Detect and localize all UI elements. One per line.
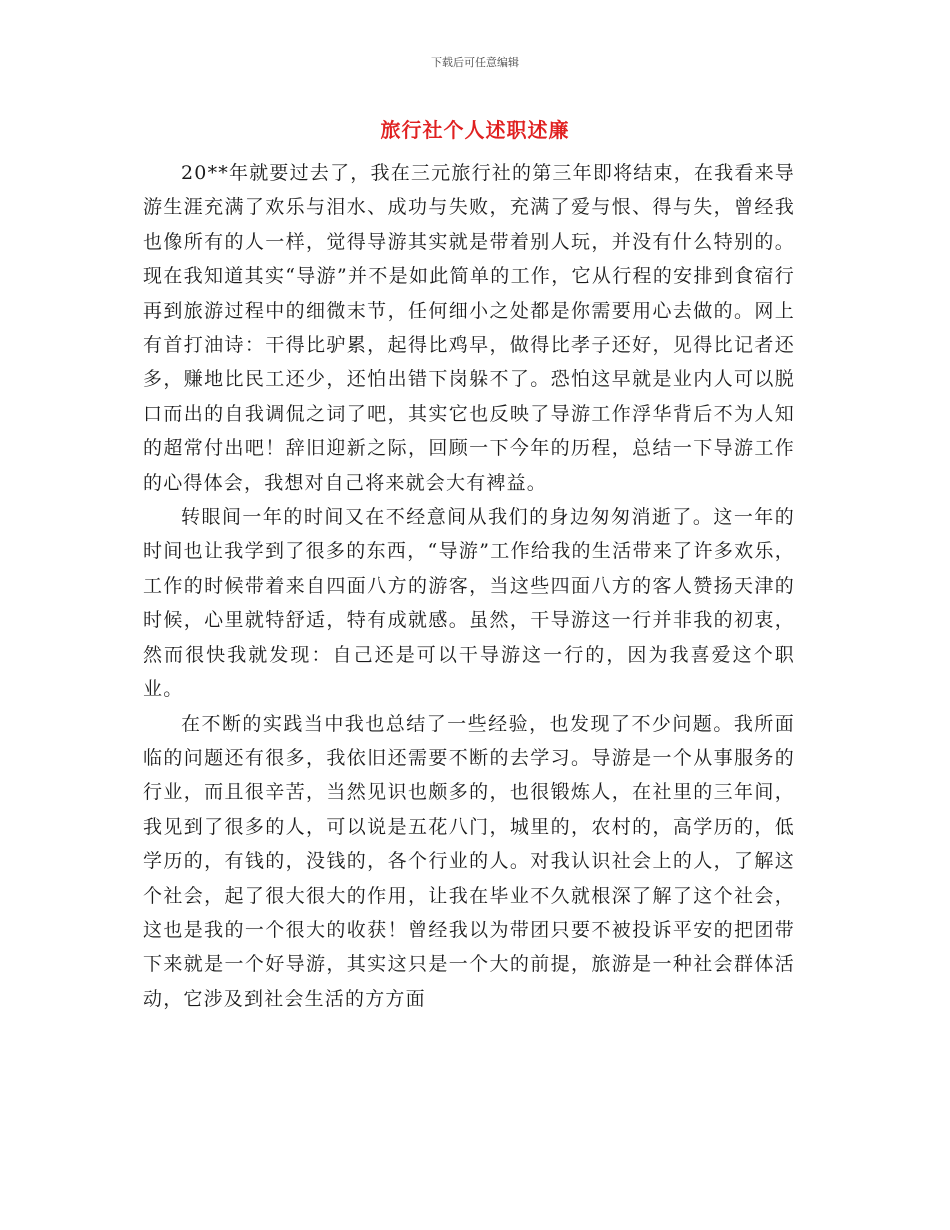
paragraph-1: 20**年就要过去了，我在三元旅行社的第三年即将结束，在我看来导游生涯充满了欢乐与泪水、成功与失败，充满了爱与恨、得与失，曾经我也像所有的人一样，觉得导游其实就是带着别人玩，并没有什么特别的。现在我知道其实“导游”并不是如此简单的工作，它从行程的安排到食宿行再到旅游过程中的细微末节，任何细小之处都是你需要用心去做的。网上有首打油诗：干得比驴累，起得比鸡早，做得比孝子还好，见得比记者还多，赚地比民工还少，还怕出错下岗躲不了。恐怕这早就是业内人可以脱口而出的自我调侃之词了吧，其实它也反映了导游工作浮华背后不为人知的超常付出吧！辞旧迎新之际，回顾一下今年的历程，总结一下导游工作的心得体会，我想对自己将来就会大有裨益。 (143, 162, 795, 494)
paragraph-3: 在不断的实践当中我也总结了一些经验，也发现了不少问题。我所面临的问题还有很多，我依旧还需要不断的去学习。导游是一个从事服务的行业，而且很辛苦，当然见识也颇多的，也很锻炼人，在社里的三年间，我见到了很多的人，可以说是五花八门，城里的，农村的，高学历的，低学历的，有钱的，没钱的，各个行业的人。对我认识社会上的人，了解这个社会，起了很大很大的作用，让我在毕业不久就根深了解了这个社会，这也是我的一个很大的收获！曾经我以为带团只要不被投诉平安的把团带下来就是一个好导游，其实这只是一个大的前提，旅游是一种社会群体活动，它涉及到社会生活的方方面 (143, 712, 795, 1010)
document-body (143, 156, 795, 1016)
paragraph-2: 转眼间一年的时间又在不经意间从我们的身边匆匆消逝了。这一年的时间也让我学到了很多的东西，“导游”工作给我的生活带来了许多欢乐，工作的时候带着来自四面八方的游客，当这些四面八方的客人赞扬天津的时候，心里就特舒适，特有成就感。虽然，干导游这一行并非我的初衷，然而很快我就发现：自己还是可以干导游这一行的，因为我喜爱这个职业。 (143, 506, 795, 701)
document-title: 旅行社个人述职述廉 (380, 118, 570, 142)
header-note: 下载后可任意编辑 (431, 56, 519, 69)
